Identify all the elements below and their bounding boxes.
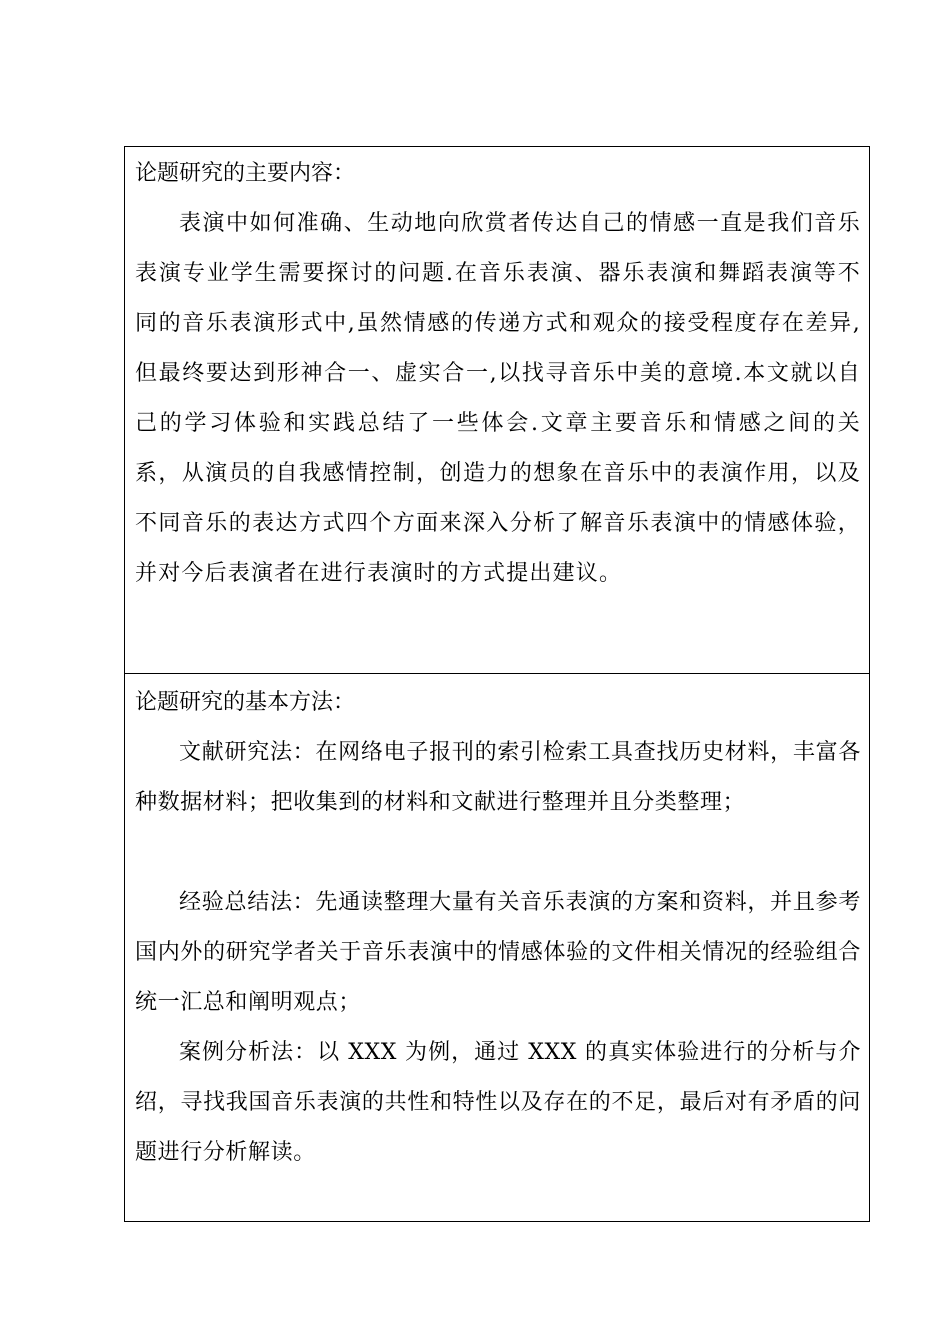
basic-methods-cell (125, 674, 869, 1221)
method-literature-research: 文献研究法：在网络电子报刊的索引检索工具查找历史材料，丰富各种数据材料；把收集到的材料和文献进行整理并且分类整理； (135, 740, 861, 815)
basic-methods-heading: 论题研究的基本方法： (135, 690, 356, 715)
main-content-cell (125, 147, 869, 674)
proposal-table (124, 146, 870, 1222)
main-content-heading: 论题研究的主要内容： (135, 161, 356, 186)
method-experience-summary: 经验总结法：先通读整理大量有关音乐表演的方案和资料，并且参考国内外的研究学者关于音乐表演中的情感体验的文件相关情况的经验组合统一汇总和阐明观点； (135, 890, 861, 1015)
method-case-analysis: 案例分析法：以 XXX 为例，通过 XXX 的真实体验进行的分析与介绍，寻找我国音乐表演的共性和特性以及存在的不足，最后对有矛盾的问题进行分析解读。 (135, 1040, 861, 1165)
main-content-paragraph: 表演中如何准确、生动地向欣赏者传达自己的情感一直是我们音乐表演专业学生需要探讨的问题.在音乐表演、器乐表演和舞蹈表演等不同的音乐表演形式中,虽然情感的传递方式和观众的接受程度存在差异,但最终要达到形神合一、虚实合一,以找寻音乐中美的意境.本文就以自己的学习体验和实践总结了一些体会.文章主要音乐和情感之间的关系，从演员的自我感情控制，创造力的想象在音乐中的表演作用，以及不同音乐的表达方式四个方面来深入分析了解音乐表演中的情感体验，并对今后表演者在进行表演时的方式提出建议。 (135, 211, 861, 586)
